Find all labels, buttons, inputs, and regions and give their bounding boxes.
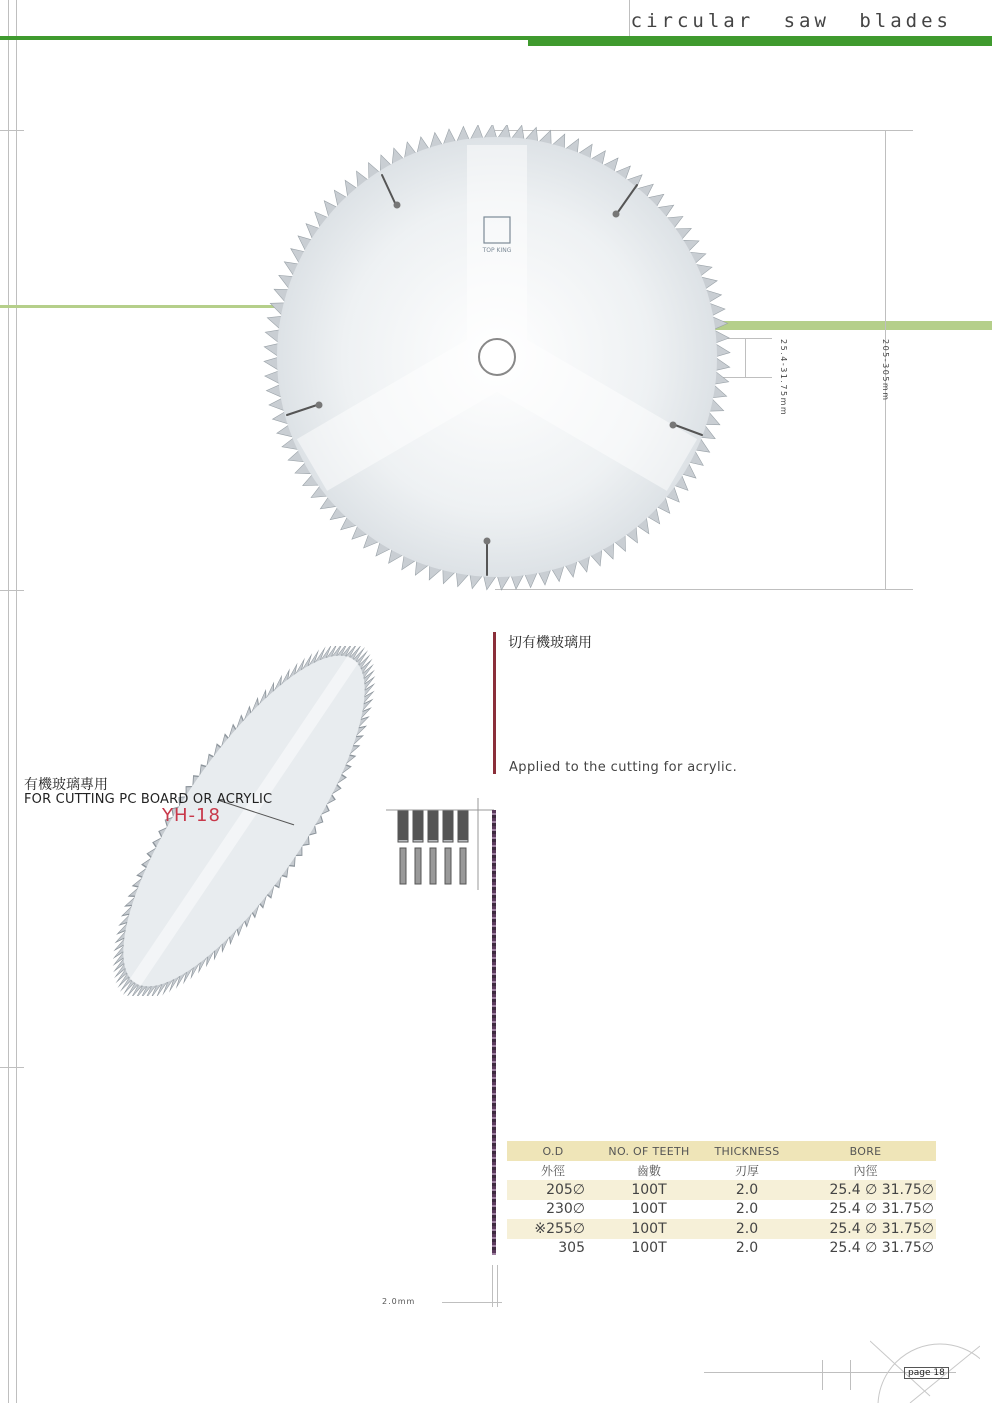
page-number: page 18 [904, 1367, 949, 1379]
col-header-teeth: NO. OF TEETH [599, 1141, 699, 1161]
header-rule-accent [528, 40, 992, 46]
cell-od: 305 [558, 1240, 585, 1257]
thickness-bar [492, 810, 496, 1255]
crop-mark [0, 130, 24, 131]
col-header-teeth-cn: 齒數 [636, 1164, 661, 1178]
col-header-thickness-cn: 刃厚 [734, 1164, 759, 1178]
footer-tick [822, 1360, 823, 1390]
cell-thickness: 2.0 [735, 1201, 759, 1218]
dimension-line [745, 338, 746, 378]
saw-blade-front-image [262, 125, 732, 595]
spec-table [507, 1141, 936, 1258]
od-dimension: 205-305mm [881, 339, 890, 402]
saw-blade-angled-image [84, 646, 404, 996]
cell-thickness: 2.0 [699, 1219, 795, 1239]
cell-thickness: 2.0 [735, 1240, 759, 1257]
table-row [507, 1200, 936, 1220]
header-title: circular saw blades [630, 10, 952, 32]
cell-teeth: 100T [631, 1201, 667, 1218]
cell-od: 230∅ [546, 1201, 585, 1218]
cell-bore: 25.4 ∅ 31.75∅ [795, 1219, 936, 1239]
product-code: YH-18 [162, 805, 221, 826]
table-row [507, 1180, 936, 1200]
crop-mark [0, 1067, 24, 1068]
cell-teeth: 100T [599, 1180, 699, 1200]
cell-teeth: 100T [599, 1219, 699, 1239]
footer-tick [850, 1360, 851, 1390]
cell-thickness: 2.0 [699, 1180, 795, 1200]
thickness-dimension: 2.0mm [382, 1297, 416, 1306]
dimension-line [492, 1265, 493, 1307]
table-row [507, 1239, 936, 1259]
product-name-en: FOR CUTTING PC BOARD OR ACRYLIC [24, 792, 273, 807]
crop-mark [0, 590, 24, 591]
cell-bore: 25.4 ∅ 31.75∅ [829, 1240, 934, 1257]
margin-line [16, 0, 17, 1403]
col-header-od-cn: 外徑 [540, 1164, 565, 1178]
cell-od: 205∅ [507, 1180, 599, 1200]
cell-bore: 25.4 ∅ 31.75∅ [829, 1201, 934, 1218]
cell-teeth: 100T [631, 1240, 667, 1257]
col-header-od: O.D [507, 1141, 599, 1161]
blade-logo-text: TOP KING [482, 247, 512, 254]
description-cn: 切有機玻璃用 [508, 635, 592, 651]
description-accent-bar [493, 632, 496, 774]
tooth-profile-diagram [386, 798, 496, 890]
header-divider [629, 0, 630, 36]
description-en: Applied to the cutting for acrylic. [509, 760, 738, 775]
table-header-row [507, 1141, 936, 1161]
green-accent-right [700, 321, 992, 330]
product-name-cn: 有機玻璃專用 [24, 777, 108, 793]
table-header-cn-row [507, 1161, 936, 1180]
dimension-line [497, 1265, 498, 1307]
cell-bore: 25.4 ∅ 31.75∅ [795, 1180, 936, 1200]
bore-dimension: 25.4-31.75mm [779, 339, 788, 417]
col-header-bore-cn: 內徑 [853, 1164, 878, 1178]
table-row [507, 1219, 936, 1239]
margin-line [8, 0, 9, 1403]
col-header-bore: BORE [795, 1141, 936, 1161]
green-accent-left [0, 305, 300, 308]
col-header-thickness: THICKNESS [699, 1141, 795, 1161]
dimension-line [442, 1302, 502, 1303]
cell-od: ※255∅ [507, 1219, 599, 1239]
